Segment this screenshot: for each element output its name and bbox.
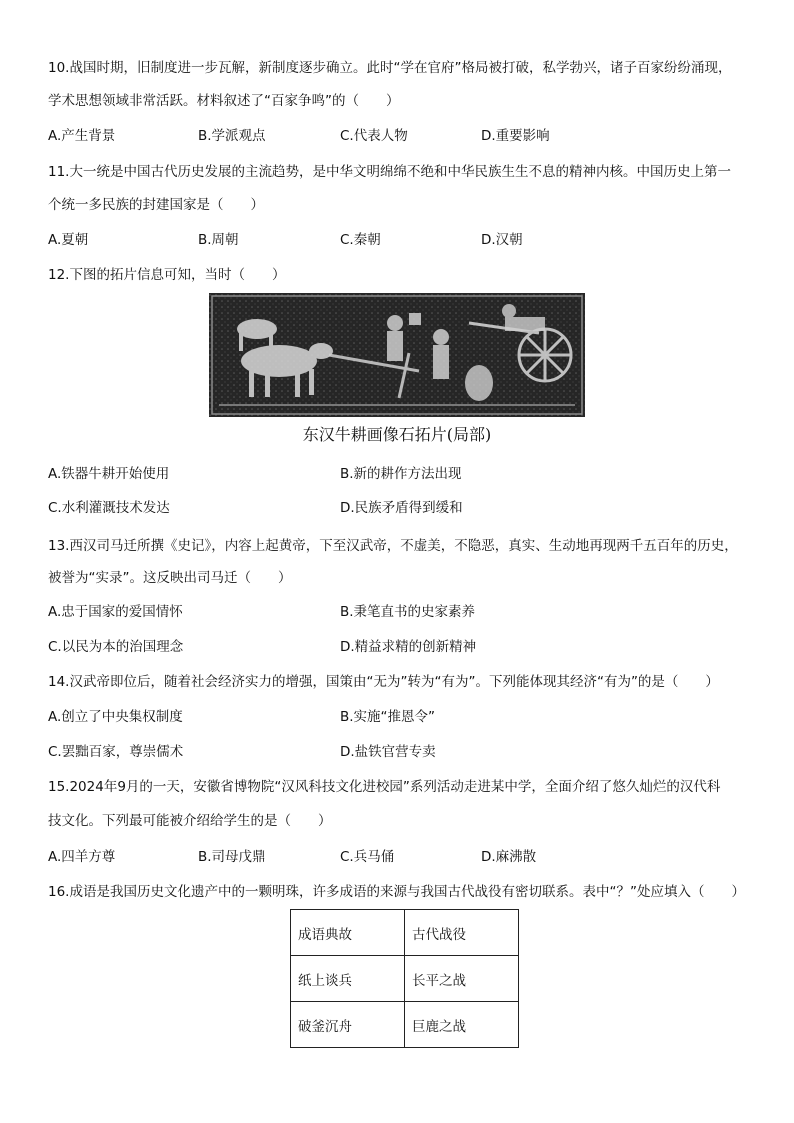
q11-stem-line-1: 11.大一统是中国古代历史发展的主流趋势，是中华文明绵绵不绝和中华民族生生不息的精神内核。中国历史上第一 (48, 164, 731, 180)
table-cell: 巨鹿之战 (405, 1002, 519, 1048)
figure-caption: 东汉牛耕画像石拓片(局部) (302, 425, 492, 444)
q10-stem-line-2: 学术思想领域非常活跃。材料叙述了“百家争鸣”的（ ） (48, 93, 400, 109)
q13-option-b[interactable]: B.秉笔直书的史家素养 (340, 604, 476, 620)
table-header-cell: 古代战役 (405, 910, 519, 956)
q15-option-c[interactable]: C.兵马俑 (340, 849, 395, 865)
q10-option-c[interactable]: C.代表人物 (340, 128, 408, 144)
table-row (291, 956, 519, 1002)
q10-stem-line-1: 10.战国时期，旧制度进一步瓦解，新制度逐步确立。此时“学在官府”格局被打破，私学勃兴，诸子百家纷纷涌现， (48, 60, 732, 76)
q11-option-d[interactable]: D.汉朝 (481, 232, 523, 248)
q14-option-d[interactable]: D.盐铁官营专卖 (340, 744, 436, 760)
table-cell: 破釜沉舟 (291, 1002, 405, 1048)
q15-stem-line-2: 技文化。下列最可能被介绍给学生的是（ ） (48, 813, 332, 829)
q10-option-a[interactable]: A.产生背景 (48, 128, 116, 144)
rubbing-image (209, 293, 585, 417)
table-header-cell: 成语典故 (291, 910, 405, 956)
table-row (291, 1002, 519, 1048)
q14-stem: 14.汉武帝即位后，随着社会经济实力的增强，国策由“无为”转为“有为”。下列能体现其经济“有为”的是（ ） (48, 674, 719, 690)
q12-option-d[interactable]: D.民族矛盾得到缓和 (340, 500, 463, 516)
table-row (291, 910, 519, 956)
q11-option-a[interactable]: A.夏朝 (48, 232, 89, 248)
q13-stem-line-1: 13.西汉司马迁所撰《史记》，内容上起黄帝，下至汉武帝，不虚美，不隐恶，真实、生动地再现两千五百年的历史， (48, 538, 738, 554)
q13-stem-line-2: 被誉为“实录”。这反映出司马迁（ ） (48, 570, 292, 586)
q12-option-b[interactable]: B.新的耕作方法出现 (340, 466, 462, 482)
q16-stem: 16.成语是我国历史文化遗产中的一颗明珠，许多成语的来源与我国古代战役有密切联系。表中“？”处应填入（ ） (48, 884, 745, 900)
idiom-battle-table (290, 909, 519, 1048)
q13-option-a[interactable]: A.忠于国家的爱国情怀 (48, 604, 183, 620)
q11-stem-line-2: 个统一多民族的封建国家是（ ） (48, 197, 264, 213)
q12-stem: 12.下图的拓片信息可知，当时（ ） (48, 267, 286, 283)
q10-option-b[interactable]: B.学派观点 (198, 128, 266, 144)
q15-option-b[interactable]: B.司母戊鼎 (198, 849, 266, 865)
table-cell: 纸上谈兵 (291, 956, 405, 1002)
q11-option-b[interactable]: B.周朝 (198, 232, 239, 248)
q14-option-a[interactable]: A.创立了中央集权制度 (48, 709, 183, 725)
q11-option-c[interactable]: C.秦朝 (340, 232, 381, 248)
q15-option-d[interactable]: D.麻沸散 (481, 849, 537, 865)
q14-option-c[interactable]: C.罢黜百家，尊崇儒术 (48, 744, 184, 760)
q12-option-a[interactable]: A.铁器牛耕开始使用 (48, 466, 170, 482)
q12-option-c[interactable]: C.水利灌溉技术发达 (48, 500, 170, 516)
table-cell: 长平之战 (405, 956, 519, 1002)
q13-option-d[interactable]: D.精益求精的创新精神 (340, 639, 477, 655)
q15-stem-line-1: 15.2024年9月的一天，安徽省博物院“汉风科技文化进校园”系列活动走进某中学，全面介绍了悠久灿烂的汉代科 (48, 779, 721, 795)
q10-option-d[interactable]: D.重要影响 (481, 128, 550, 144)
q15-option-a[interactable]: A.四羊方尊 (48, 849, 116, 865)
q13-option-c[interactable]: C.以民为本的治国理念 (48, 639, 184, 655)
q14-option-b[interactable]: B.实施“推恩令” (340, 709, 436, 725)
